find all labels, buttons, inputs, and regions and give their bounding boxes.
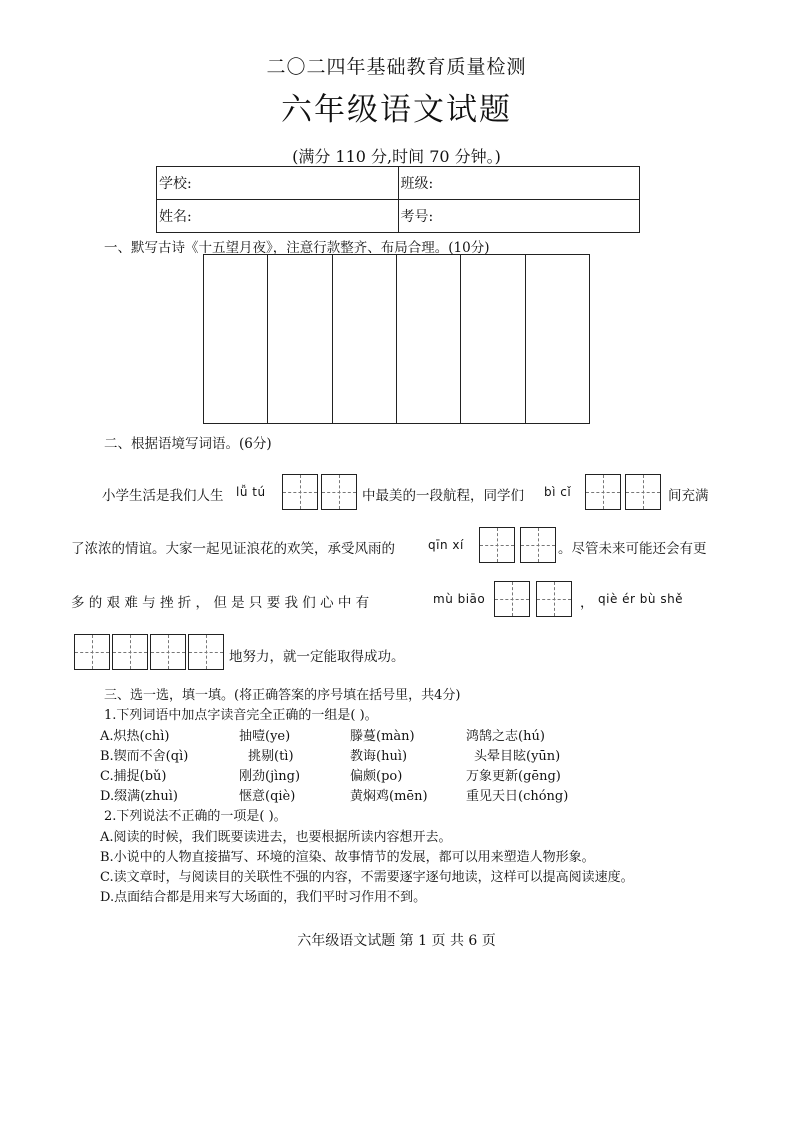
option-c-word: 偏颇(po)	[350, 769, 403, 784]
fill-text: 地努力，就一定能取得成功。	[229, 649, 405, 665]
class-field[interactable]: 班级:	[398, 167, 640, 200]
tianzige-box[interactable]	[585, 474, 621, 510]
exam-main-title: 六年级语文试题	[281, 92, 512, 128]
name-field[interactable]: 姓名:	[157, 200, 399, 233]
tianzige-box[interactable]	[494, 581, 530, 617]
poem-column[interactable]	[332, 255, 396, 423]
page-footer: 六年级语文试题 第 1 页 共 6 页	[297, 933, 496, 949]
poem-column[interactable]	[396, 255, 460, 423]
pinyin-hint: qīn xí	[428, 538, 464, 552]
question-2-option-a: A.阅读的时候，我们既要读进去，也要根据所读内容想开去。	[100, 830, 452, 845]
poem-column[interactable]	[525, 255, 589, 423]
option-d-word: 黄焖鸡(mēn)	[350, 789, 428, 804]
tianzige-box[interactable]	[150, 634, 186, 670]
pinyin-hint: qiè ér bù shě	[598, 592, 684, 606]
student-info-table	[156, 166, 640, 233]
option-a-word: 抽噎(ye)	[239, 729, 291, 744]
fill-text: 间充满	[668, 488, 709, 504]
tianzige-box[interactable]	[188, 634, 224, 670]
exam-number-field[interactable]: 考号:	[398, 200, 640, 233]
exam-super-title: 二〇二四年基础教育质量检测	[266, 56, 527, 78]
fill-text: 了浓浓的情谊。大家一起见证浪花的欢笑，承受风雨的	[71, 541, 395, 557]
pinyin-hint: mù biāo	[433, 592, 486, 606]
tianzige-box[interactable]	[520, 527, 556, 563]
fill-text: 多 的 艰 难 与 挫 折 ， 但 是 只 要 我 们 心 中 有	[71, 595, 370, 611]
question-2-option-c: C.读文章时，与阅读目的关联性不强的内容，不需要逐字逐句地读，这样可以提高阅读速度。	[100, 870, 634, 885]
question-2: 2.下列说法不正确的一项是( )。	[104, 809, 287, 824]
fill-text: 中最美的一段航程，同学们	[362, 488, 524, 504]
option-c-word: 万象更新(gēng)	[466, 769, 561, 784]
option-d-word: 重见天日(chóng)	[466, 789, 569, 804]
poem-column[interactable]	[460, 255, 524, 423]
question-1: 1.下列词语中加点字读音完全正确的一组是( )。	[104, 708, 378, 723]
fill-text: 小学生活是我们人生	[102, 488, 224, 504]
school-field[interactable]: 学校:	[157, 167, 399, 200]
option-a-word: 鸿鹄之志(hú)	[466, 729, 545, 744]
fill-text: 。尽管未来可能还会有更	[558, 541, 707, 557]
tianzige-box[interactable]	[74, 634, 110, 670]
exam-subtitle: (满分 110 分,时间 70 分钟。)	[292, 147, 501, 166]
tianzige-box[interactable]	[112, 634, 148, 670]
pinyin-hint: lǚ tú	[236, 485, 266, 499]
poem-writing-grid[interactable]	[203, 254, 590, 424]
tianzige-box[interactable]	[479, 527, 515, 563]
option-c-word: 刚劲(jìng)	[239, 769, 301, 784]
option-d-word: D.缀满(zhuì)	[100, 789, 178, 804]
option-b-word: 教诲(huì)	[350, 749, 408, 764]
pinyin-hint: bì cǐ	[544, 485, 572, 499]
option-b-word: 挑剔(tì)	[248, 749, 294, 764]
tianzige-box[interactable]	[321, 474, 357, 510]
option-b-word: 头晕目眩(yūn)	[474, 749, 561, 764]
question-2-option-b: B.小说中的人物直接描写、环境的渲染、故事情节的发展，都可以用来塑造人物形象。	[100, 850, 595, 865]
section2-title: 二、根据语境写词语。(6分)	[104, 436, 272, 452]
section3-title: 三、选一选，填一填。(将正确答案的序号填在括号里，共4分)	[104, 688, 461, 703]
question-2-option-d: D.点面结合都是用来写大场面的，我们平时习作用不到。	[100, 890, 427, 905]
fill-text: ，	[580, 595, 594, 611]
option-d-word: 惬意(qiè)	[239, 789, 296, 804]
tianzige-box[interactable]	[625, 474, 661, 510]
section1-title: 一、默写古诗《十五望月夜》，注意行款整齐、布局合理。(10分)	[104, 240, 490, 256]
option-a-word: A.炽热(chì)	[100, 729, 170, 744]
option-a-word: 滕蔓(màn)	[350, 729, 415, 744]
tianzige-box[interactable]	[282, 474, 318, 510]
poem-column[interactable]	[267, 255, 331, 423]
option-b-word: B.锲而不舍(qì)	[100, 749, 189, 764]
poem-column[interactable]	[204, 255, 267, 423]
option-c-word: C.捕捉(bǔ)	[100, 769, 167, 784]
tianzige-box[interactable]	[536, 581, 572, 617]
